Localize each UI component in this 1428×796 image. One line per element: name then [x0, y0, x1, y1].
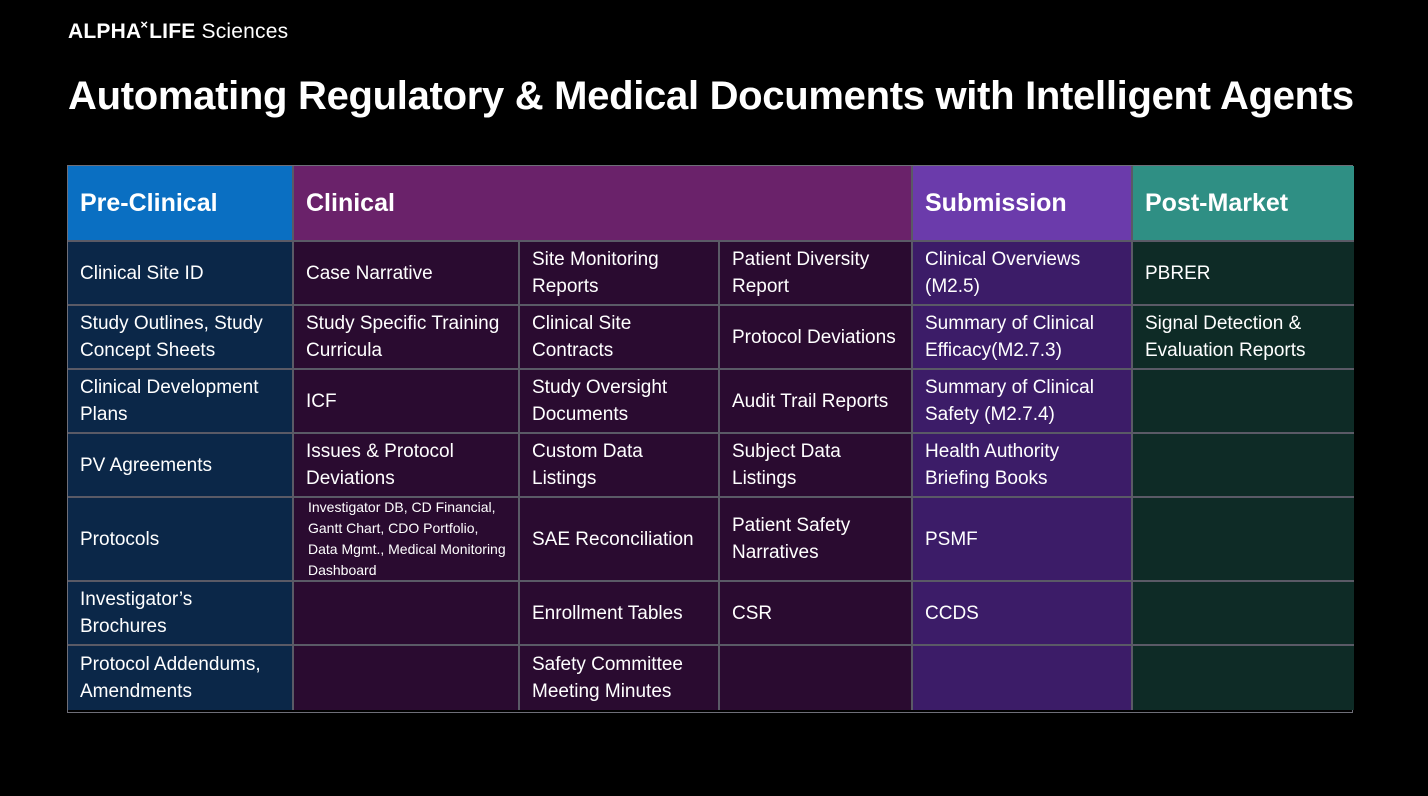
table-cell-post-market: PBRER	[1133, 242, 1354, 306]
header-submission: Submission	[913, 166, 1133, 242]
logo-brand: ALPHA	[68, 20, 142, 43]
table-cell-clinical: Patient Safety Narratives	[720, 498, 913, 582]
header-clinical: Clinical	[294, 166, 913, 242]
table-cell-pre-clinical: Study Outlines, Study Concept Sheets	[68, 306, 294, 370]
table-cell-clinical: CSR	[720, 582, 913, 646]
table-cell-clinical: Case Narrative	[294, 242, 520, 306]
header-post-market: Post-Market	[1133, 166, 1354, 242]
table-cell-clinical: Site Monitoring Reports	[520, 242, 720, 306]
table-cell-clinical: Issues & Protocol Deviations	[294, 434, 520, 498]
table-cell-clinical: Subject Data Listings	[720, 434, 913, 498]
logo-mark: ×	[140, 17, 149, 32]
table-cell-pre-clinical: Clinical Development Plans	[68, 370, 294, 434]
table-cell-clinical: Custom Data Listings	[520, 434, 720, 498]
table-cell-submission: PSMF	[913, 498, 1133, 582]
table-cell-submission: Summary of Clinical Efficacy(M2.7.3)	[913, 306, 1133, 370]
table-cell-post-market	[1133, 646, 1354, 710]
table-cell-submission: CCDS	[913, 582, 1133, 646]
table-cell-submission	[913, 646, 1133, 710]
header-pre-clinical: Pre-Clinical	[68, 166, 294, 242]
table-cell-pre-clinical: Clinical Site ID	[68, 242, 294, 306]
document-matrix-table	[67, 165, 1353, 713]
table-cell-clinical	[294, 582, 520, 646]
logo-life: LIFE	[149, 20, 196, 43]
table-cell-clinical: Audit Trail Reports	[720, 370, 913, 434]
table-cell-pre-clinical: Investigator’s Brochures	[68, 582, 294, 646]
table-cell-clinical: Protocol Deviations	[720, 306, 913, 370]
table-cell-pre-clinical: Protocol Addendums, Amendments	[68, 646, 294, 710]
table-cell-post-market	[1133, 498, 1354, 582]
table-cell-clinical	[294, 646, 520, 710]
company-logo	[68, 17, 289, 44]
table-cell-post-market: Signal Detection & Evaluation Reports	[1133, 306, 1354, 370]
slide-title: Automating Regulatory & Medical Documents with Intelligent Agents	[68, 74, 1354, 118]
table-cell-clinical: SAE Reconciliation	[520, 498, 720, 582]
table-cell-clinical: Investigator DB, CD Financial, Gantt Chart, CDO Portfolio, Data Mgmt., Medical Monitoring Dashboard	[294, 498, 520, 582]
table-cell-clinical: Clinical Site Contracts	[520, 306, 720, 370]
table-cell-pre-clinical: PV Agreements	[68, 434, 294, 498]
table-cell-submission: Health Authority Briefing Books	[913, 434, 1133, 498]
logo-sciences: Sciences	[201, 20, 289, 43]
table-cell-submission: Clinical Overviews (M2.5)	[913, 242, 1133, 306]
table-cell-clinical: Study Oversight Documents	[520, 370, 720, 434]
table-cell-clinical: Enrollment Tables	[520, 582, 720, 646]
table-cell-post-market	[1133, 582, 1354, 646]
table-cell-clinical: ICF	[294, 370, 520, 434]
table-cell-clinical	[720, 646, 913, 710]
table-cell-pre-clinical: Protocols	[68, 498, 294, 582]
table-cell-post-market	[1133, 370, 1354, 434]
table-cell-post-market	[1133, 434, 1354, 498]
table-cell-submission: Summary of Clinical Safety (M2.7.4)	[913, 370, 1133, 434]
table-cell-clinical: Safety Committee Meeting Minutes	[520, 646, 720, 710]
table-cell-clinical: Study Specific Training Curricula	[294, 306, 520, 370]
table-cell-clinical: Patient Diversity Report	[720, 242, 913, 306]
